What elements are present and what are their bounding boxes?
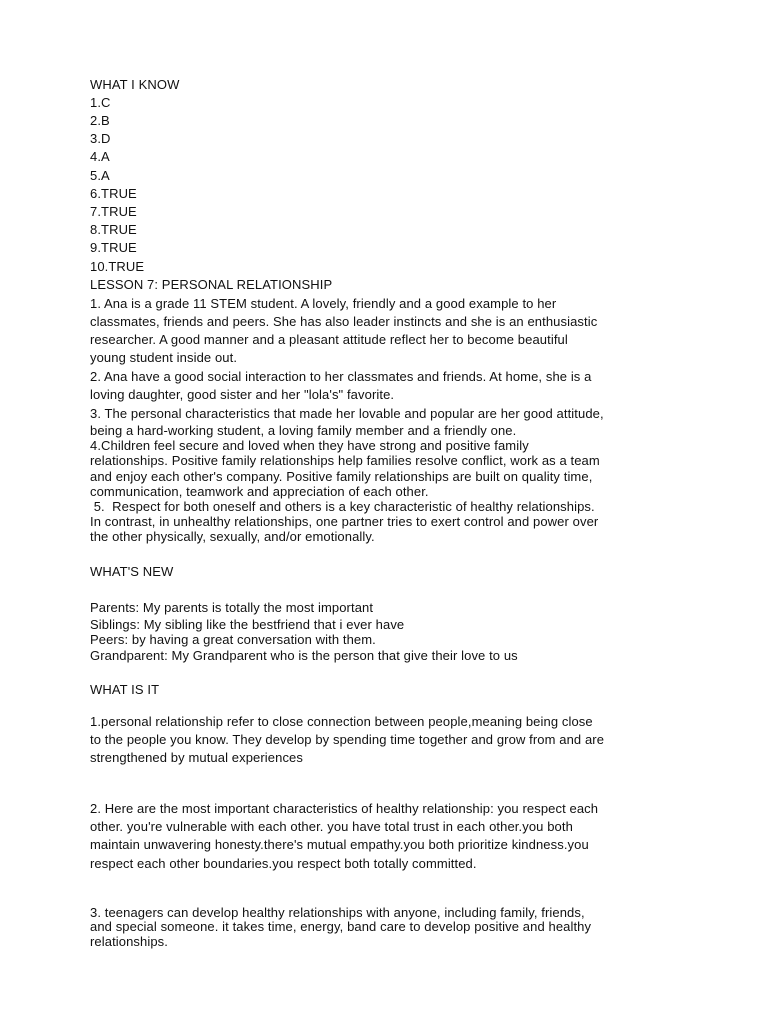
- what-is-it-3-line: and special someone. it takes time, energy, band care to develop positive and healthy: [90, 919, 592, 934]
- whats-new-line: Parents: My parents is totally the most important: [90, 600, 374, 615]
- what-is-it-2-line: maintain unwavering honesty.there's mutual empathy.you both prioritize kindness.you: [90, 837, 589, 852]
- answer-item: 9.TRUE: [90, 240, 137, 255]
- answer-2-line: loving daughter, good sister and her "lola's" favorite.: [90, 387, 395, 402]
- answer-1-line: 1. Ana is a grade 11 STEM student. A lovely, friendly and a good example to her: [90, 296, 557, 311]
- answer-item: 7.TRUE: [90, 204, 137, 219]
- answer-item: 2.B: [90, 113, 110, 128]
- what-is-it-3-line: relationships.: [90, 934, 168, 949]
- what-is-it-1-line: to the people you know. They develop by spending time together and grow from and are: [90, 732, 605, 747]
- whats-new-line: Peers: by having a great conversation with them.: [90, 632, 376, 647]
- answer-4-line: relationships. Positive family relationships help families resolve conflict, work as a team: [90, 453, 600, 468]
- answer-4-line: and enjoy each other's company. Positive family relationships are built on quality time,: [90, 469, 593, 484]
- section-heading-whats-new: WHAT'S NEW: [90, 564, 174, 579]
- whats-new-line: Grandparent: My Grandparent who is the person that give their love to us: [90, 648, 518, 663]
- answer-item: 1.C: [90, 95, 111, 110]
- answer-5-line: In contrast, in unhealthy relationships, one partner tries to exert control and power over: [90, 514, 599, 529]
- answer-1-line: researcher. A good manner and a pleasant attitude reflect her to become beautiful: [90, 332, 568, 347]
- answer-item: 8.TRUE: [90, 222, 137, 237]
- lesson-heading: LESSON 7: PERSONAL RELATIONSHIP: [90, 277, 333, 292]
- whats-new-line: Siblings: My sibling like the bestfriend that i ever have: [90, 617, 405, 632]
- answer-3-line: 3. The personal characteristics that made her lovable and popular are her good attitude,: [90, 406, 604, 421]
- answer-item: 10.TRUE: [90, 259, 145, 274]
- answer-1-line: classmates, friends and peers. She has also leader instincts and she is an enthusiastic: [90, 314, 598, 329]
- what-is-it-2-line: other. you're vulnerable with each other. you have total trust in each other.you both: [90, 819, 573, 834]
- answer-3-line: being a hard-working student, a loving family member and a friendly one.: [90, 423, 517, 438]
- section-heading-what-is-it: WHAT IS IT: [90, 682, 160, 697]
- answer-item: 6.TRUE: [90, 186, 137, 201]
- what-is-it-3-line: 3. teenagers can develop healthy relationships with anyone, including family, friends,: [90, 905, 585, 920]
- answer-item: 5.A: [90, 168, 110, 183]
- answer-4-line: 4.Children feel secure and loved when they have strong and positive family: [90, 438, 529, 453]
- what-is-it-1-line: 1.personal relationship refer to close connection between people,meaning being close: [90, 714, 593, 729]
- what-is-it-2-line: respect each other boundaries.you respect both totally committed.: [90, 856, 477, 871]
- answer-2-line: 2. Ana have a good social interaction to her classmates and friends. At home, she is a: [90, 369, 592, 384]
- section-heading-what-i-know: WHAT I KNOW: [90, 77, 180, 92]
- answer-item: 3.D: [90, 131, 111, 146]
- what-is-it-1-line: strengthened by mutual experiences: [90, 750, 303, 765]
- what-is-it-2-line: 2. Here are the most important characteristics of healthy relationship: you respect each: [90, 801, 599, 816]
- answer-4-line: communication, teamwork and appreciation of each other.: [90, 484, 429, 499]
- answer-5-line: the other physically, sexually, and/or emotionally.: [90, 529, 375, 544]
- answer-5-line: 5. Respect for both oneself and others is a key characteristic of healthy relationships.: [90, 499, 595, 514]
- answer-1-line: young student inside out.: [90, 350, 238, 365]
- answer-item: 4.A: [90, 149, 110, 164]
